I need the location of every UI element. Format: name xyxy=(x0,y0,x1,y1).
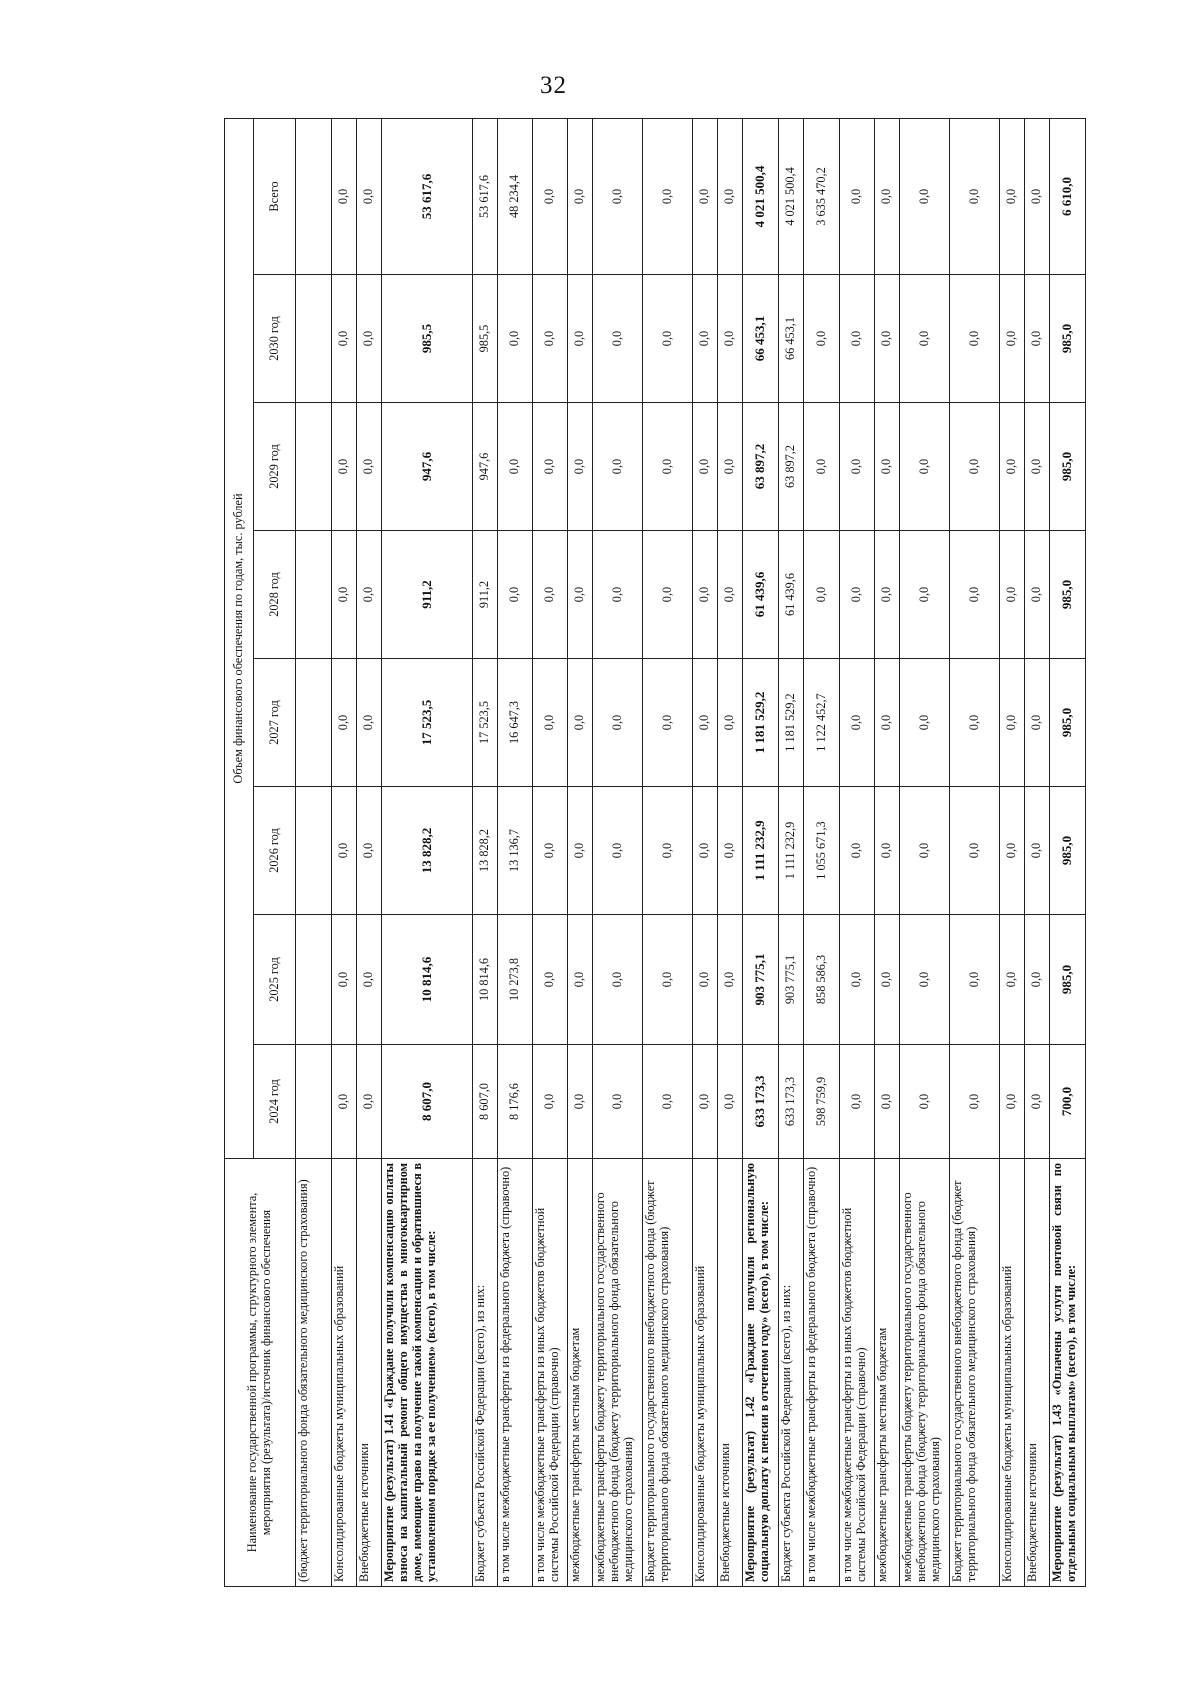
cell-value xyxy=(296,118,332,274)
table-row xyxy=(693,118,718,1586)
row-name: Бюджет субъекта Российской Федерации (всего), из них: xyxy=(779,1159,804,1587)
cell-value: 0,0 xyxy=(643,403,693,531)
cell-value: 0,0 xyxy=(533,118,568,274)
year-header: 2024 год xyxy=(254,1045,296,1159)
cell-value: 66 453,1 xyxy=(743,275,779,403)
cell-value: 0,0 xyxy=(693,659,718,787)
row-name: Внебюджетные источники xyxy=(357,1159,382,1587)
cell-value: 13 828,2 xyxy=(473,787,498,915)
cell-value: 8 607,0 xyxy=(382,1045,473,1159)
cell-value: 0,0 xyxy=(900,403,950,531)
cell-value: 985,0 xyxy=(1050,915,1086,1045)
cell-value: 10 814,6 xyxy=(473,915,498,1045)
cell-value: 911,2 xyxy=(473,531,498,659)
cell-value: 0,0 xyxy=(840,403,875,531)
cell-value: 63 897,2 xyxy=(779,403,804,531)
cell-value: 0,0 xyxy=(950,787,1000,915)
cell-value: 13 136,7 xyxy=(498,787,533,915)
table-row xyxy=(296,118,332,1586)
cell-value: 0,0 xyxy=(840,915,875,1045)
cell-value: 0,0 xyxy=(357,275,382,403)
cell-value: 0,0 xyxy=(568,118,593,274)
year-header: 2030 год xyxy=(254,275,296,403)
cell-value: 0,0 xyxy=(593,915,643,1045)
cell-value: 8 176,6 xyxy=(498,1045,533,1159)
year-header: 2029 год xyxy=(254,403,296,531)
cell-value: 1 111 232,9 xyxy=(743,787,779,915)
cell-value: 903 775,1 xyxy=(743,915,779,1045)
table-row xyxy=(875,118,900,1586)
cell-value: 0,0 xyxy=(1000,915,1025,1045)
cell-value: 0,0 xyxy=(900,275,950,403)
table-row xyxy=(533,118,568,1586)
cell-value: 0,0 xyxy=(950,659,1000,787)
cell-value: 0,0 xyxy=(568,787,593,915)
cell-value: 0,0 xyxy=(593,659,643,787)
cell-value: 0,0 xyxy=(718,787,743,915)
cell-value: 0,0 xyxy=(950,403,1000,531)
cell-value: 0,0 xyxy=(643,1045,693,1159)
cell-value: 0,0 xyxy=(1000,787,1025,915)
cell-value: 0,0 xyxy=(533,531,568,659)
cell-value: 0,0 xyxy=(875,659,900,787)
cell-value: 0,0 xyxy=(693,403,718,531)
table-row xyxy=(332,118,357,1586)
row-name: в том числе межбюджетные трансферты из федерального бюджета (справочно) xyxy=(498,1159,533,1587)
cell-value: 985,0 xyxy=(1050,275,1086,403)
cell-value: 947,6 xyxy=(382,403,473,531)
year-header: 2027 год xyxy=(254,659,296,787)
cell-value: 1 111 232,9 xyxy=(779,787,804,915)
cell-value: 0,0 xyxy=(568,275,593,403)
cell-value: 4 021 500,4 xyxy=(743,118,779,274)
cell-value: 0,0 xyxy=(875,118,900,274)
cell-value: 0,0 xyxy=(357,915,382,1045)
cell-value: 0,0 xyxy=(593,403,643,531)
row-name: Внебюджетные источники xyxy=(718,1159,743,1587)
cell-value xyxy=(296,1045,332,1159)
cell-value: 985,5 xyxy=(473,275,498,403)
row-name: (бюджет территориального фонда обязательного медицинского страхования) xyxy=(296,1159,332,1587)
row-name: межбюджетные трансферты бюджету территориального государственного внебюджетного фонда (бюджету территориального фонда обязательного медицинского страхования) xyxy=(593,1159,643,1587)
cell-value: 985,0 xyxy=(1050,403,1086,531)
row-name: Мероприятие (результат) 1.41 «Граждане получили компенсацию оплаты взноса на капитальный ремонт общего имущества в многоквартирном доме, имеющие право на получение такой компенсации и обратившиеся в установленном порядке за ее получением» (всего), в том числе: xyxy=(382,1159,473,1587)
table-row xyxy=(900,118,950,1586)
cell-value: 0,0 xyxy=(498,275,533,403)
row-name: Бюджет субъекта Российской Федерации (всего), из них: xyxy=(473,1159,498,1587)
cell-value: 0,0 xyxy=(840,531,875,659)
cell-value: 0,0 xyxy=(718,403,743,531)
cell-value: 0,0 xyxy=(900,659,950,787)
table-row xyxy=(593,118,643,1586)
cell-value: 0,0 xyxy=(950,915,1000,1045)
cell-value: 985,5 xyxy=(382,275,473,403)
cell-value xyxy=(296,275,332,403)
table-row xyxy=(950,118,1000,1586)
cell-value: 0,0 xyxy=(693,915,718,1045)
group-header-financing: Объем финансового обеспечения по годам, тыс. рублей xyxy=(225,118,254,1158)
row-name: межбюджетные трансферты местным бюджетам xyxy=(568,1159,593,1587)
cell-value: 0,0 xyxy=(900,787,950,915)
cell-value: 0,0 xyxy=(718,659,743,787)
table-row xyxy=(643,118,693,1586)
cell-value: 0,0 xyxy=(643,787,693,915)
cell-value: 0,0 xyxy=(840,659,875,787)
table-row xyxy=(718,118,743,1586)
cell-value: 0,0 xyxy=(593,531,643,659)
row-name: межбюджетные трансферты бюджету территориального государственного внебюджетного фонда (бюджету территориального фонда обязательного медицинского страхования) xyxy=(900,1159,950,1587)
year-header: Всего xyxy=(254,118,296,274)
cell-value: 0,0 xyxy=(840,1045,875,1159)
row-name: Внебюджетные источники xyxy=(1025,1159,1050,1587)
cell-value: 0,0 xyxy=(900,915,950,1045)
cell-value: 0,0 xyxy=(875,915,900,1045)
col-header-name: Наименование государственной программы, структурного элемента, мероприятия (результата)/источник финансового обеспечения xyxy=(225,1159,296,1587)
cell-value: 0,0 xyxy=(533,659,568,787)
cell-value: 10 273,8 xyxy=(498,915,533,1045)
cell-value: 61 439,6 xyxy=(779,531,804,659)
cell-value: 16 647,3 xyxy=(498,659,533,787)
cell-value: 0,0 xyxy=(900,531,950,659)
cell-value: 0,0 xyxy=(1000,1045,1025,1159)
cell-value: 858 586,3 xyxy=(804,915,840,1045)
cell-value: 947,6 xyxy=(473,403,498,531)
cell-value: 0,0 xyxy=(498,403,533,531)
cell-value: 0,0 xyxy=(1025,1045,1050,1159)
table-row xyxy=(1025,118,1050,1586)
cell-value: 1 122 452,7 xyxy=(804,659,840,787)
cell-value: 700,0 xyxy=(1050,1045,1086,1159)
table-row xyxy=(498,118,533,1586)
cell-value xyxy=(296,787,332,915)
cell-value: 0,0 xyxy=(357,403,382,531)
cell-value: 0,0 xyxy=(568,403,593,531)
cell-value: 985,0 xyxy=(1050,531,1086,659)
cell-value: 0,0 xyxy=(332,1045,357,1159)
cell-value: 48 234,4 xyxy=(498,118,533,274)
cell-value: 0,0 xyxy=(533,787,568,915)
row-name: межбюджетные трансферты местным бюджетам xyxy=(875,1159,900,1587)
cell-value: 0,0 xyxy=(643,275,693,403)
cell-value: 0,0 xyxy=(1025,915,1050,1045)
cell-value: 0,0 xyxy=(643,118,693,274)
cell-value: 0,0 xyxy=(1025,659,1050,787)
cell-value: 8 607,0 xyxy=(473,1045,498,1159)
cell-value: 1 181 529,2 xyxy=(779,659,804,787)
cell-value: 633 173,3 xyxy=(779,1045,804,1159)
table-row xyxy=(1000,118,1025,1586)
cell-value: 61 439,6 xyxy=(743,531,779,659)
cell-value: 0,0 xyxy=(357,1045,382,1159)
cell-value: 0,0 xyxy=(1025,787,1050,915)
cell-value: 598 759,9 xyxy=(804,1045,840,1159)
cell-value: 0,0 xyxy=(568,1045,593,1159)
cell-value: 0,0 xyxy=(718,275,743,403)
cell-value: 0,0 xyxy=(533,1045,568,1159)
cell-value: 0,0 xyxy=(498,531,533,659)
row-name: Мероприятие (результат) 1.43 «Оплачены услуги почтовой связи по отдельным социальным выплатам» (всего), в том числе: xyxy=(1050,1159,1086,1587)
cell-value: 0,0 xyxy=(840,118,875,274)
cell-value: 0,0 xyxy=(950,275,1000,403)
cell-value: 66 453,1 xyxy=(779,275,804,403)
table-body xyxy=(296,118,1086,1586)
cell-value: 0,0 xyxy=(875,403,900,531)
cell-value: 0,0 xyxy=(332,118,357,274)
cell-value: 13 828,2 xyxy=(382,787,473,915)
cell-value: 0,0 xyxy=(332,403,357,531)
cell-value xyxy=(296,915,332,1045)
cell-value: 0,0 xyxy=(332,787,357,915)
year-header: 2025 год xyxy=(254,915,296,1045)
cell-value: 0,0 xyxy=(875,1045,900,1159)
cell-value: 1 055 671,3 xyxy=(804,787,840,915)
cell-value: 0,0 xyxy=(718,1045,743,1159)
cell-value: 0,0 xyxy=(533,275,568,403)
cell-value: 0,0 xyxy=(804,275,840,403)
cell-value: 53 617,6 xyxy=(473,118,498,274)
cell-value: 0,0 xyxy=(718,915,743,1045)
cell-value: 0,0 xyxy=(357,787,382,915)
row-name: Консолидированные бюджеты муниципальных образований xyxy=(332,1159,357,1587)
cell-value: 0,0 xyxy=(693,787,718,915)
cell-value: 0,0 xyxy=(693,275,718,403)
cell-value: 633 173,3 xyxy=(743,1045,779,1159)
cell-value: 985,0 xyxy=(1050,659,1086,787)
year-header: 2028 год xyxy=(254,531,296,659)
cell-value: 53 617,6 xyxy=(382,118,473,274)
cell-value: 0,0 xyxy=(1000,118,1025,274)
table-row xyxy=(568,118,593,1586)
cell-value: 903 775,1 xyxy=(779,915,804,1045)
cell-value: 0,0 xyxy=(593,118,643,274)
row-name: Консолидированные бюджеты муниципальных образований xyxy=(1000,1159,1025,1587)
cell-value: 0,0 xyxy=(533,403,568,531)
cell-value: 6 610,0 xyxy=(1050,118,1086,274)
cell-value: 0,0 xyxy=(568,915,593,1045)
row-name: Мероприятие (результат) 1.42 «Граждане получили региональную социальную доплату к пенсии в отчетном году» (всего), в том числе: xyxy=(743,1159,779,1587)
cell-value: 0,0 xyxy=(804,531,840,659)
cell-value: 0,0 xyxy=(1000,275,1025,403)
cell-value: 0,0 xyxy=(1000,403,1025,531)
cell-value: 0,0 xyxy=(332,659,357,787)
cell-value: 10 814,6 xyxy=(382,915,473,1045)
cell-value xyxy=(296,403,332,531)
cell-value: 1 181 529,2 xyxy=(743,659,779,787)
cell-value: 0,0 xyxy=(533,915,568,1045)
cell-value: 0,0 xyxy=(840,275,875,403)
cell-value: 0,0 xyxy=(332,275,357,403)
cell-value: 0,0 xyxy=(643,915,693,1045)
cell-value: 0,0 xyxy=(718,531,743,659)
table-row xyxy=(743,118,779,1586)
cell-value: 0,0 xyxy=(357,531,382,659)
cell-value: 0,0 xyxy=(693,531,718,659)
cell-value: 0,0 xyxy=(357,659,382,787)
table-row xyxy=(473,118,498,1586)
cell-value: 0,0 xyxy=(643,659,693,787)
cell-value: 0,0 xyxy=(1000,531,1025,659)
cell-value: 985,0 xyxy=(1050,787,1086,915)
cell-value: 0,0 xyxy=(593,1045,643,1159)
financing-table-rotated xyxy=(224,119,1099,1587)
cell-value: 0,0 xyxy=(693,1045,718,1159)
cell-value: 63 897,2 xyxy=(743,403,779,531)
table-row xyxy=(357,118,382,1586)
cell-value: 3 635 470,2 xyxy=(804,118,840,274)
cell-value: 0,0 xyxy=(568,531,593,659)
cell-value: 0,0 xyxy=(900,1045,950,1159)
cell-value: 0,0 xyxy=(1025,531,1050,659)
cell-value: 4 021 500,4 xyxy=(779,118,804,274)
cell-value: 0,0 xyxy=(718,118,743,274)
page-number: 32 xyxy=(540,72,567,99)
row-name: в том числе межбюджетные трансферты из иных бюджетов бюджетной системы Российской Федерации (справочно) xyxy=(840,1159,875,1587)
table-row xyxy=(804,118,840,1586)
cell-value: 0,0 xyxy=(593,275,643,403)
cell-value xyxy=(296,531,332,659)
table-row xyxy=(1050,118,1086,1586)
table-row xyxy=(840,118,875,1586)
cell-value: 0,0 xyxy=(900,118,950,274)
cell-value: 0,0 xyxy=(804,403,840,531)
cell-value xyxy=(296,659,332,787)
row-name: Консолидированные бюджеты муниципальных образований xyxy=(693,1159,718,1587)
table-row xyxy=(382,118,473,1586)
year-header: 2026 год xyxy=(254,787,296,915)
cell-value: 0,0 xyxy=(950,531,1000,659)
table-row xyxy=(779,118,804,1586)
cell-value: 17 523,5 xyxy=(473,659,498,787)
cell-value: 0,0 xyxy=(950,1045,1000,1159)
cell-value: 0,0 xyxy=(840,787,875,915)
cell-value: 0,0 xyxy=(950,118,1000,274)
cell-value: 0,0 xyxy=(1000,659,1025,787)
cell-value: 0,0 xyxy=(332,915,357,1045)
cell-value: 0,0 xyxy=(693,118,718,274)
cell-value: 0,0 xyxy=(568,659,593,787)
financing-table xyxy=(224,118,1086,1587)
cell-value: 0,0 xyxy=(875,787,900,915)
cell-value: 0,0 xyxy=(643,531,693,659)
row-name: Бюджет территориального государственного внебюджетного фонда (бюджет территориального фонда обязательного медицинского страхования) xyxy=(643,1159,693,1587)
cell-value: 17 523,5 xyxy=(382,659,473,787)
row-name: в том числе межбюджетные трансферты из федерального бюджета (справочно) xyxy=(804,1159,840,1587)
row-name: в том числе межбюджетные трансферты из иных бюджетов бюджетной системы Российской Федерации (справочно) xyxy=(533,1159,568,1587)
cell-value: 911,2 xyxy=(382,531,473,659)
cell-value: 0,0 xyxy=(875,275,900,403)
cell-value: 0,0 xyxy=(332,531,357,659)
cell-value: 0,0 xyxy=(875,531,900,659)
cell-value: 0,0 xyxy=(1025,403,1050,531)
cell-value: 0,0 xyxy=(1025,275,1050,403)
cell-value: 0,0 xyxy=(357,118,382,274)
cell-value: 0,0 xyxy=(593,787,643,915)
row-name: Бюджет территориального государственного внебюджетного фонда (бюджет территориального фонда обязательного медицинского страхования) xyxy=(950,1159,1000,1587)
cell-value: 0,0 xyxy=(1025,118,1050,274)
